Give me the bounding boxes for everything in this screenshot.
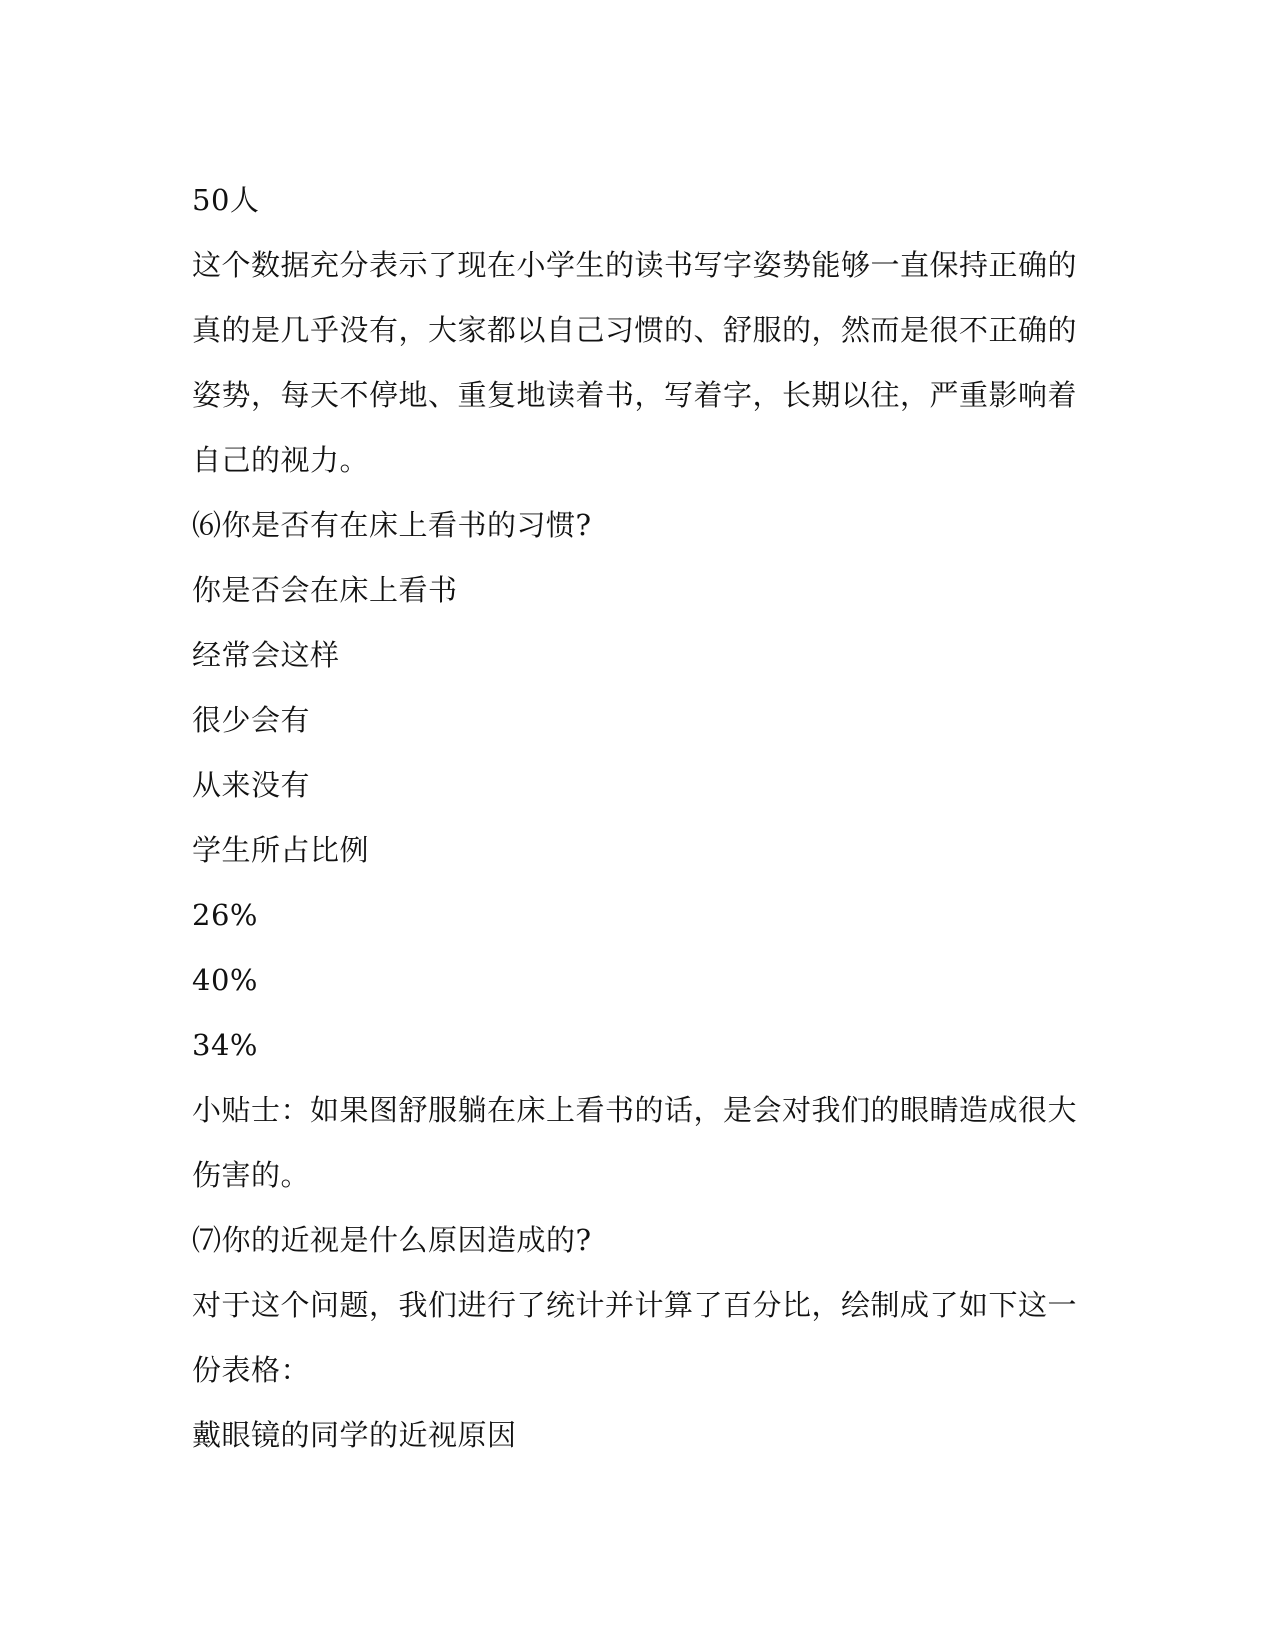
question-6-heading: ⑹你是否有在床上看书的习惯? — [192, 508, 592, 542]
intro-line-1: 对于这个问题，我们进行了统计并计算了百分比，绘制成了如下这一 — [192, 1288, 1078, 1322]
tip-line-2: 伤害的。 — [192, 1158, 311, 1192]
option-often: 经常会这样 — [192, 638, 340, 672]
paragraph-line-2: 真的是几乎没有，大家都以自己习惯的、舒服的，然而是很不正确的 — [192, 313, 1078, 347]
option-rarely: 很少会有 — [192, 703, 311, 737]
percent-never: 34% — [192, 1028, 258, 1062]
paragraph-line-1: 这个数据充分表示了现在小学生的读书写字姿势能够一直保持正确的 — [192, 248, 1078, 282]
percent-rarely: 40% — [192, 963, 258, 997]
intro-line-2: 份表格： — [192, 1353, 311, 1387]
tip-line-1: 小贴士：如果图舒服躺在床上看书的话，是会对我们的眼睛造成很大 — [192, 1093, 1078, 1127]
table-caption: 戴眼镜的同学的近视原因 — [192, 1418, 517, 1452]
question-7-heading: ⑺你的近视是什么原因造成的? — [192, 1223, 592, 1257]
text-count-50: 50人 — [192, 183, 260, 217]
ratio-header: 学生所占比例 — [192, 833, 370, 867]
document-page — [192, 168, 1078, 1468]
paragraph-line-4: 自己的视力。 — [192, 443, 370, 477]
paragraph-line-3: 姿势，每天不停地、重复地读着书，写着字，长期以往，严重影响着 — [192, 378, 1078, 412]
percent-often: 26% — [192, 898, 258, 932]
survey-question-label: 你是否会在床上看书 — [192, 573, 458, 607]
option-never: 从来没有 — [192, 768, 311, 802]
